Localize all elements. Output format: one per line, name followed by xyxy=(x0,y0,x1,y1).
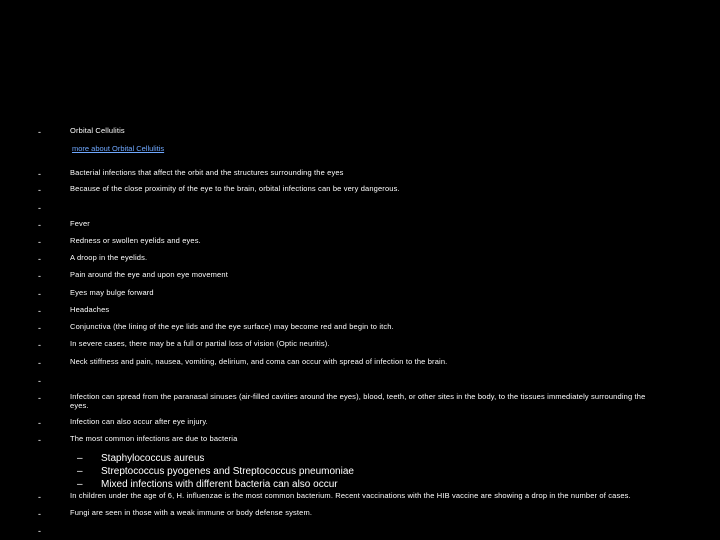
bullet-marker: - xyxy=(38,340,41,350)
bullet-marker: - xyxy=(38,376,41,386)
list-item-text: Redness or swollen eyelids and eyes. xyxy=(70,236,201,245)
list-item-text: Bacterial infections that affect the orbit and the structures surrounding the eyes xyxy=(70,168,344,177)
bullet-marker: - xyxy=(38,220,41,230)
list-item-text: Orbital Cellulitis xyxy=(70,126,125,135)
bullet-marker: - xyxy=(38,254,41,264)
sub-list-item-text: Streptococcus pyogenes and Streptococcus pneumoniae xyxy=(101,466,354,477)
list-item-text: Fungi are seen in those with a weak immune or body defense system. xyxy=(70,508,313,517)
bullet-marker: - xyxy=(38,418,41,428)
bullet-marker: - xyxy=(38,289,41,299)
bullet-marker: - xyxy=(38,492,41,502)
bullet-marker: - xyxy=(38,203,41,213)
more-about-link[interactable]: more about Orbital Cellulitis xyxy=(72,144,165,153)
list-item-text: Pain around the eye and upon eye movement xyxy=(70,270,228,279)
list-item-text: A droop in the eyelids. xyxy=(70,253,148,262)
list-item-text: Conjunctiva (the lining of the eye lids and the eye surface) may become red and begin to itch. xyxy=(70,322,394,331)
dash-marker: – xyxy=(77,466,83,477)
bullet-marker: - xyxy=(38,526,41,536)
bullet-marker: - xyxy=(38,435,41,445)
list-item-text: In severe cases, there may be a full or partial loss of vision (Optic neuritis). xyxy=(70,339,330,348)
dash-marker: – xyxy=(77,479,83,490)
list-item-text: Neck stiffness and pain, nausea, vomiting, delirium, and coma can occur with spread of infection to the brain. xyxy=(70,357,448,366)
bullet-marker: - xyxy=(38,271,41,281)
sub-list-item-text: Mixed infections with different bacteria can also occur xyxy=(101,479,338,490)
bullet-marker: - xyxy=(38,358,41,368)
bullet-marker: - xyxy=(38,185,41,195)
list-item-text: Eyes may bulge forward xyxy=(70,288,154,297)
list-item-text: The most common infections are due to bacteria xyxy=(70,434,238,443)
dash-marker: – xyxy=(77,453,83,464)
bullet-marker: - xyxy=(38,169,41,179)
bullet-marker: - xyxy=(38,509,41,519)
list-item-text: Infection can spread from the paranasal sinuses (air-filled cavities around the eyes), blood, teeth, or other sites in the body, to the tissues immediately surrounding the eyes. xyxy=(70,392,646,410)
bullet-marker: - xyxy=(38,306,41,316)
list-item-text: In children under the age of 6, H. influenzae is the most common bacterium. Recent vaccinations with the HIB vaccine are showing a drop in the number of cases. xyxy=(70,491,631,500)
list-item-text: Fever xyxy=(70,219,90,228)
list-item-text: Headaches xyxy=(70,305,110,314)
bullet-marker: - xyxy=(38,323,41,333)
list-item-text: Because of the close proximity of the eye to the brain, orbital infections can be very dangerous. xyxy=(70,184,400,193)
bullet-marker: - xyxy=(38,237,41,247)
list-item-text: Infection can also occur after eye injury. xyxy=(70,417,208,426)
bullet-marker: - xyxy=(38,393,41,403)
sub-list-item-text: Staphylococcus aureus xyxy=(101,453,205,464)
bullet-marker: - xyxy=(38,127,41,137)
